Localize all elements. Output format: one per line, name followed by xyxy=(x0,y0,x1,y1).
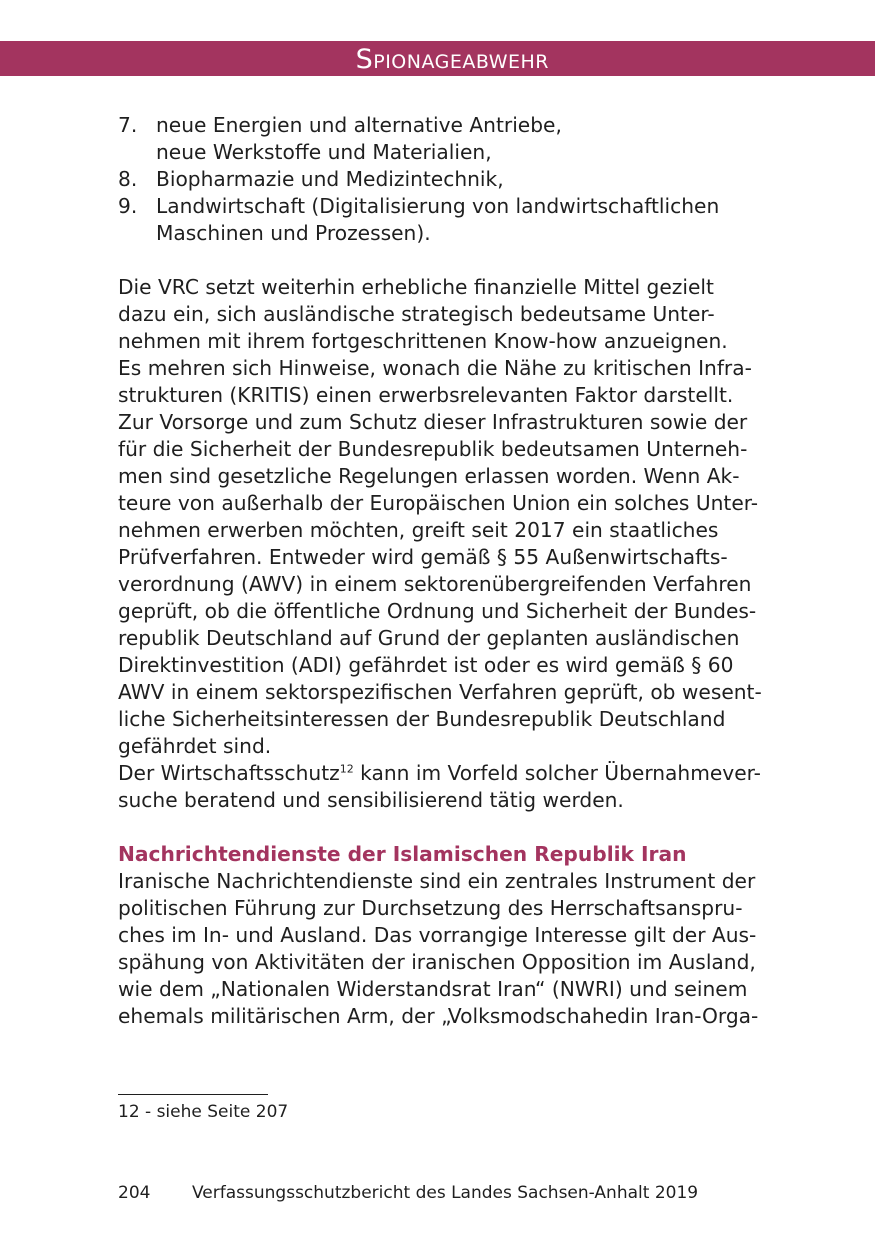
list-item xyxy=(118,112,768,166)
paragraph-investment: Die VRC setzt weiterhin erhebliche finanzielle Mittel gezielt dazu ein, sich ausländische strategisch bedeutsame Unter- nehmen mit ihrem fortgeschrittenen Know-how anzueignen. Es mehren sich Hinweise, wonach die Nähe zu kritischen Infra- strukturen (KRITIS) einen erwerbsrelevanten Faktor darstellt. Zur Vorsorge und zum Schutz dieser Infrastrukturen sowie der für die Sicherheit der Bundesrepublik bedeutsamen Unterneh- men sind gesetzliche Regelungen erlassen worden. Wenn Ak- teure von außerhalb der Europäischen Union ein solches Unter- nehmen erwerben möchten, greift seit 2017 ein staatliches Prüfverfahren. Entweder wird gemäß § 55 Außenwirtschafts- verordnung (AWV) in einem sektorenübergreifenden Verfahren geprüft, ob die öffentliche Ordnung und Sicherheit der Bundes- republik Deutschland auf Grund der geplanten ausländischen Direktinvestition (ADI) gefährdet ist oder es wird gemäß § 60 AWV in einem sektorspezifischen Verfahren geprüft, ob wesent- liche Sicherheitsinteressen der Bundesrepublik Deutschland gefährdet sind. xyxy=(118,275,762,758)
page-footer xyxy=(118,1181,768,1205)
list-number: 7. xyxy=(118,113,138,137)
paragraph-wirtschaftsschutz: Der Wirtschaftsschutz$^{12}$ kann im Vorfeld solcher Übernahmever- suche beratend und sensibilisierend tätig werden. xyxy=(118,761,761,812)
numbered-list xyxy=(118,112,768,247)
footnote-reference[interactable]: 12 xyxy=(339,762,354,776)
list-item xyxy=(118,193,768,247)
list-number: 8. xyxy=(118,167,138,191)
list-line: Landwirtschaft (Digitalisierung von landwirtschaftlichen xyxy=(156,194,720,218)
paragraph-iran: Iranische Nachrichtendienste sind ein zentrales Instrument der politischen Führung zur Durchsetzung des Herrschaftsanspru- ches im In- und Ausland. Das vorrangige Interesse gilt der Aus- spähung von Aktivitäten der iranischen Opposition im Ausland, wie dem „Nationalen Widerstandsrat Iran“ (NWRI) und seinem ehemals militärischen Arm, der „Volksmodschahedin Iran-Orga- xyxy=(118,869,759,1028)
list-line: neue Energien und alternative Antriebe, xyxy=(156,113,562,137)
publication-title: Verfassungsschutzbericht des Landes Sachsen-Anhalt 2019 xyxy=(192,1183,699,1203)
list-line: neue Werkstoffe und Materialien, xyxy=(156,140,492,164)
list-item xyxy=(118,166,768,193)
list-line: Biopharmazie und Medizintechnik, xyxy=(156,167,504,191)
subheading-iran: Nachrichtendienste der Islamischen Republik Iran xyxy=(118,842,687,866)
footnote-divider xyxy=(118,1094,268,1095)
list-number: 9. xyxy=(118,194,138,218)
page-number: 204 xyxy=(118,1183,151,1203)
section-title: Spionageabwehr xyxy=(355,44,549,75)
page-content xyxy=(118,112,768,1030)
list-line: Maschinen und Prozessen). xyxy=(156,221,431,245)
footnote: 12 - siehe Seite 207 xyxy=(118,1102,289,1122)
